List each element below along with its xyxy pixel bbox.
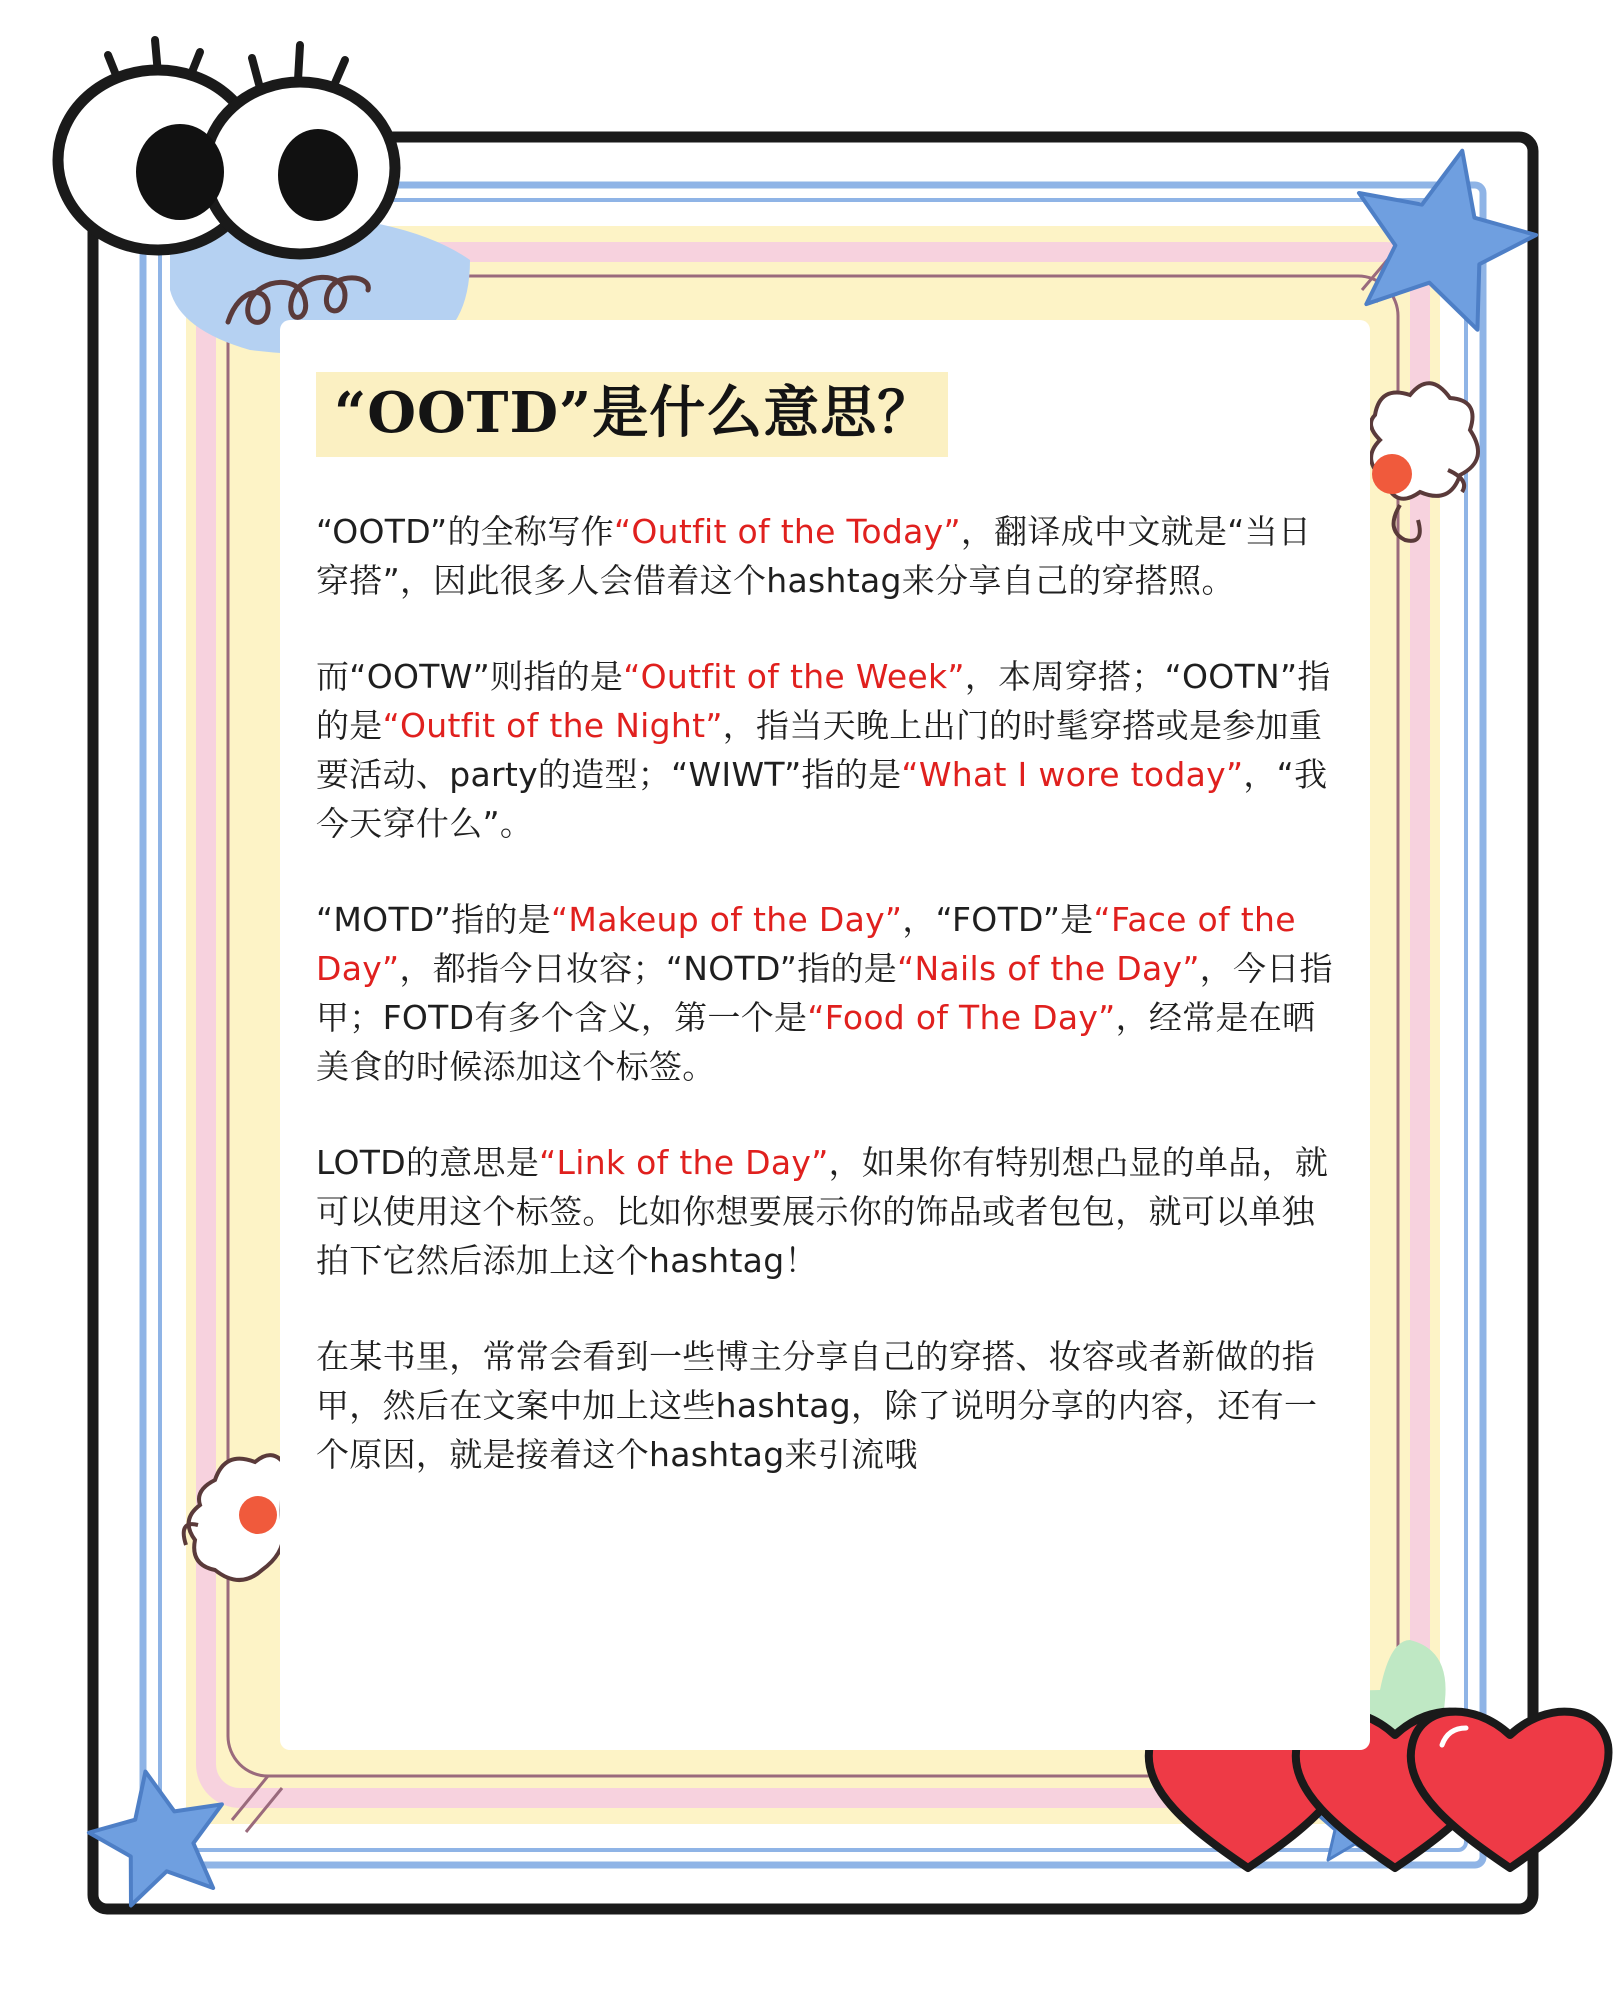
highlighted-term: “Makeup of the Day” <box>551 900 903 940</box>
text-segment: 而“OOTW”则指的是 <box>316 657 624 697</box>
text-segment: ，翻译成中文就是“当日穿搭”，因此很多人会借着这个hashtag来分享自己的穿搭照。 <box>316 512 1312 601</box>
text-segment: ，都指今日妆容；“NOTD”指的是 <box>399 949 898 989</box>
text-segment: ，经常是在晒美食的时候添加这个标签。 <box>316 998 1316 1087</box>
highlighted-term: “Face of the Day” <box>316 900 1307 989</box>
paragraph <box>316 507 1336 605</box>
text-segment: ，指当天晚上出门的时髦穿搭或是参加重要活动、party的造型；“WIWT”指的是 <box>316 706 1323 795</box>
text-segment: “OOTD”的全称写作 <box>316 512 614 552</box>
text-segment: ，如果你有特别想凸显的单品，就可以使用这个标签。比如你想要展示你的饰品或者包包，就可以单独拍下它然后添加上这个hashtag！ <box>316 1143 1329 1281</box>
text-segment: ，本周穿搭；“OOTN”指的是 <box>316 657 1331 746</box>
highlighted-term: “Outfit of the Today” <box>613 512 961 552</box>
text-segment: LOTD的意思是 <box>316 1143 540 1183</box>
text-segment: 在某书里，常常会看到一些博主分享自己的穿搭、妆容或者新做的指甲，然后在文案中加上这些hashtag，除了说明分享的内容，还有一个原因，就是接着这个hashtag来引流哦 <box>316 1337 1318 1475</box>
text-segment: “MOTD”指的是 <box>316 900 552 940</box>
paragraph <box>316 1332 1336 1479</box>
paragraph <box>316 652 1336 848</box>
cartoon-eyes-icon <box>58 40 395 254</box>
text-segment: ，“FOTD”是 <box>902 900 1094 940</box>
highlighted-term: “Outfit of the Night” <box>382 706 723 746</box>
text-segment: ，“我今天穿什么”。 <box>316 755 1328 844</box>
highlighted-term: “What I wore today” <box>901 755 1244 795</box>
paragraph <box>316 1138 1336 1285</box>
paragraph <box>316 895 1336 1091</box>
highlighted-term: “Nails of the Day” <box>897 949 1200 989</box>
page-title: “OOTD”是什么意思？ <box>316 372 948 457</box>
article-body <box>316 372 1336 1479</box>
highlighted-term: “Outfit of the Week” <box>623 657 965 697</box>
highlighted-term: “Link of the Day” <box>539 1143 829 1183</box>
highlighted-term: “Food of The Day” <box>807 998 1116 1038</box>
text-segment: ，今日指甲；FOTD有多个含义，第一个是 <box>316 949 1333 1038</box>
